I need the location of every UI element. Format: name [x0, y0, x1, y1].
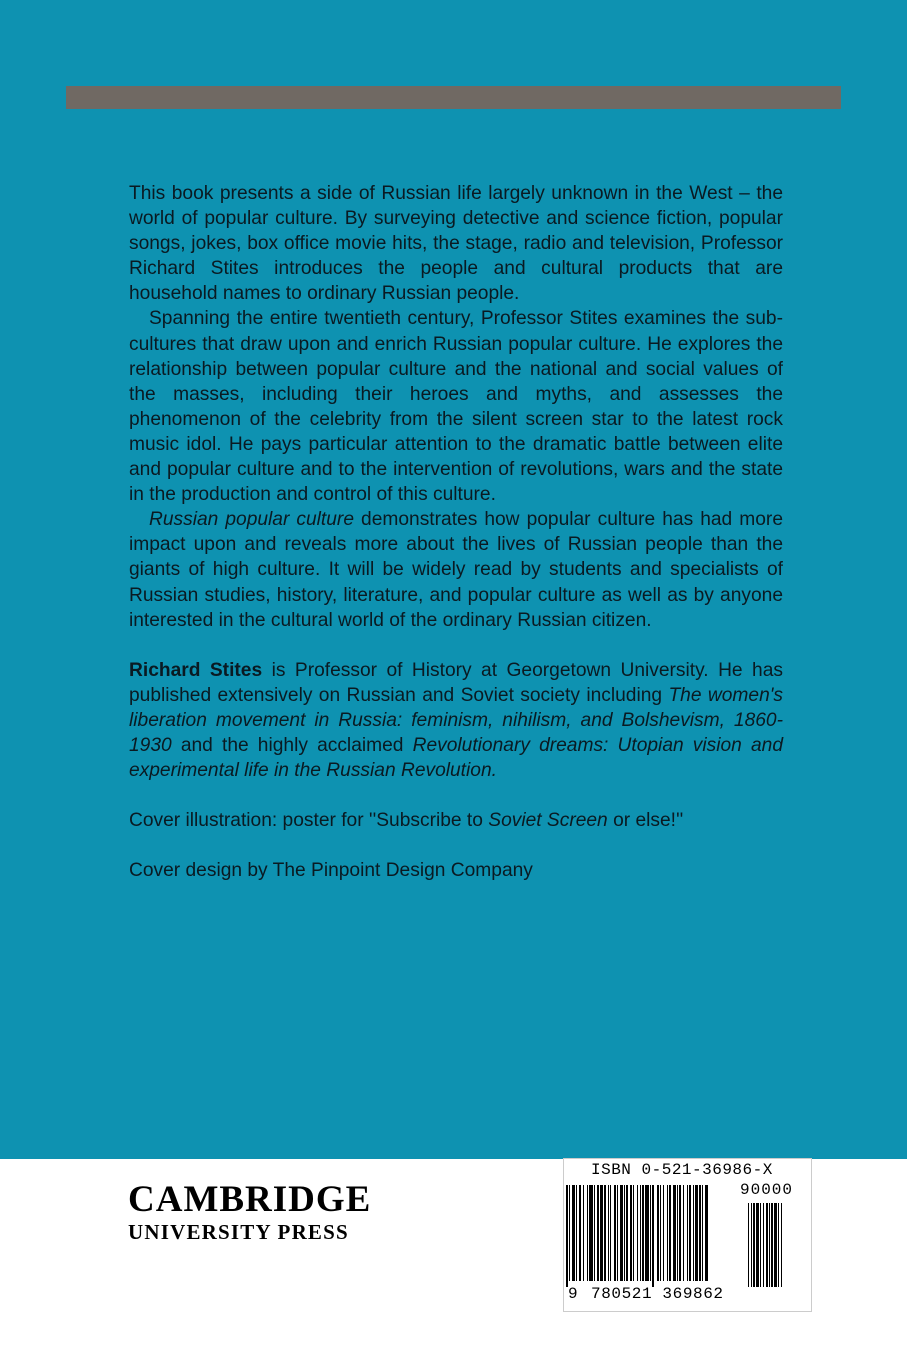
isbn-number: ISBN 0-521-36986-X: [591, 1161, 773, 1179]
cover-design-credit: Cover design by The Pinpoint Design Company: [129, 860, 533, 882]
author-bio: [129, 658, 783, 783]
description-paragraph-2: Spanning the entire twentieth century, Professor Stites examines the sub-cultures that draw upon and enrich Russian popular culture. He explores the relationship between popular culture and the national and social values of the masses, including their heroes and myths, and assesses the phenomenon of the celebrity from the silent screen star to the latest rock music idol. He pays particular attention to the dramatic battle between elite and popular culture and to the intervention of revolutions, wars and the state in the production and control of this culture.: [129, 308, 783, 506]
author-book-1: The women's liberation movement in Russia: feminism, nihilism, and Bolshevism, 1860-1930: [129, 684, 783, 756]
top-decorative-bar: [66, 86, 841, 109]
price-code: 90000: [739, 1181, 793, 1199]
illustration-credit-suffix: or else!'': [607, 810, 684, 832]
publisher-logo: [128, 1181, 371, 1245]
footer-band: [0, 1159, 907, 1360]
barcode: [563, 1158, 812, 1312]
description-paragraph-3-text: demonstrates how popular culture has had more impact upon and reveals more about the lives of Russian people than the giants of high culture. It will be widely read by students and specialists of Russian studies, history, literature, and popular culture as well as by anyone interested in the cultural world of the ordinary Russian citizen.: [129, 509, 783, 631]
author-bio-text-2: and the highly acclaimed: [171, 734, 413, 756]
back-cover-text: [129, 181, 783, 883]
book-title-italic: Russian popular culture: [149, 509, 354, 531]
barcode-first-digit: 9: [568, 1285, 578, 1303]
barcode-remaining-digits: 780521 369862: [591, 1285, 724, 1303]
description-paragraph-1: This book presents a side of Russian life largely unknown in the West – the world of popular culture. By surveying detective and science fiction, popular songs, jokes, box office movie hits, the stage, radio and television, Professor Richard Stites introduces the people and cultural products that are household names to ordinary Russian people.: [129, 183, 783, 305]
cover-illustration-credit: [129, 808, 783, 833]
illustration-credit-title: Soviet Screen: [488, 810, 608, 832]
description-paragraph-3: [129, 507, 783, 632]
author-bio-text-1: is Professor of History at Georgetown University. He has published extensively on Russian and Soviet society including: [129, 659, 783, 706]
publisher-subtitle: UNIVERSITY PRESS: [128, 1220, 349, 1244]
publisher-name: CAMBRIDGE: [128, 1179, 372, 1220]
author-book-2: Revolutionary dreams: Utopian vision and experimental life in the Russian Revolution.: [129, 734, 784, 782]
illustration-credit-prefix: Cover illustration: poster for ''Subscribe to: [129, 810, 489, 832]
author-name: Richard Stites: [129, 659, 263, 681]
